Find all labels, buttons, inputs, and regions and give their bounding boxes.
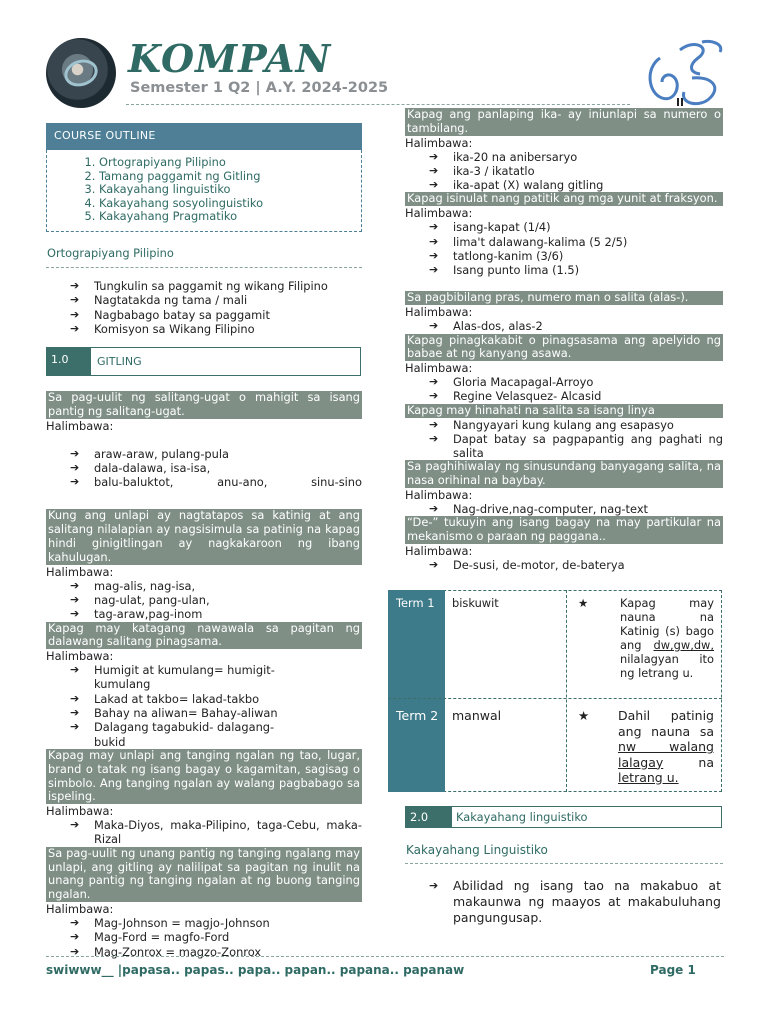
term-description: ★ Dahil patinig ang nauna sa nw walang lalagay na letrang u. <box>578 708 714 785</box>
rule-box: Kapag ang panlaping ika- ay iniunlapi sa numero o tambilang. <box>407 107 721 135</box>
rule-box: Sa paghihiwalay ng sinusundang banyagang salita, na nasa orihinal na baybay. <box>407 459 721 488</box>
halimbawa-label: Halimbawa: <box>46 418 114 433</box>
brand-title: KOMPAN <box>128 36 332 81</box>
footer-text: swiwww__ |papasa.. papas.. papa.. papan.. papana.. papanaw <box>46 963 465 977</box>
halimbawa-label: Halimbawa: <box>405 543 473 558</box>
outline-item: 5. Kakayahang Pragmatiko <box>99 210 361 224</box>
halimbawa-label: Halimbawa: <box>46 901 114 916</box>
list-item: ➔ Nag-drive,nag-computer, nag-text <box>429 502 723 516</box>
examples-list <box>429 150 723 193</box>
halimbawa-label: Halimbawa: <box>405 361 473 376</box>
examples-list <box>70 663 280 749</box>
rule-box: Kapag may hinahati na salita sa isang linya <box>405 404 723 418</box>
outline-item: 2. Tamang paggamit ng Gitling <box>99 170 361 184</box>
section-title: Ortograpiyang Pilipino <box>47 246 174 260</box>
list-item: ➔ lima't dalawang-kalima (5 2/5) <box>429 235 723 249</box>
section-number: 1.0 <box>47 348 91 375</box>
section-subtitle: Kakayahang Linguistiko <box>406 843 548 857</box>
list-item: ➔ ika-20 na anibersaryo <box>429 150 723 164</box>
outline-item: 4. Kakayahang sosyolinguistiko <box>99 197 361 211</box>
list-item: ➔ Regine Velasquez- Alcasid <box>429 389 723 403</box>
halimbawa-label: Halimbawa: <box>405 206 473 221</box>
list-item: ➔ Mag-Zonrox = magzo-Zonrox <box>70 945 362 959</box>
list-item: ➔ Tungkulin sa paggamit ng wikang Filipino <box>70 279 360 293</box>
halimbawa-label: Halimbawa: <box>46 564 114 579</box>
list-item: ➔ ika-apat (X) walang gitling <box>429 178 723 192</box>
rule-box: Kapag may unlapi ang tanging ngalan ng tao, lugar, brand o tatak ng isang bagay o kagamitan, sagisag o simbolo. Ang tanging ngalan ay walang pagbabago sa ispeling. <box>48 747 360 804</box>
examples-list <box>70 579 362 622</box>
list-item: ➔ Abilidad ng isang tao na makabuo at makaunwa ng maayos at makabuluhang pangungusap. <box>429 878 721 926</box>
right-rules-column <box>405 108 723 572</box>
section2-bullets <box>429 878 721 926</box>
halimbawa-label: Halimbawa: <box>46 804 114 819</box>
rule-box: Sa pag-uulit ng unang pantig ng tanging ngalang may unlapi, ang gitling ay nalilipat sa pagitan ng inulit na unang pantig ng tanging ngalan at ng buong tanging ngalan. <box>48 845 360 902</box>
left-rules-column <box>46 391 362 959</box>
list-item: ➔ Lakad at takbo= lakad-takbo <box>70 692 280 706</box>
list-item: ➔ Isang punto lima (1.5) <box>429 263 723 277</box>
list-item: ➔ Gloria Macapagal-Arroyo <box>429 375 723 389</box>
list-item: ➔ Komisyon sa Wikang Filipino <box>70 322 360 336</box>
section-divider <box>405 863 723 864</box>
examples-list <box>70 447 362 490</box>
examples-list <box>70 818 362 847</box>
list-item: ➔ Mag-Ford = magfo-Ford <box>70 930 362 944</box>
course-outline-list <box>46 150 362 232</box>
rule-box: Sa pag-uulit ng salitang-ugat o mahigit sa isang pantig ng salitang-ugat. <box>48 390 360 418</box>
halimbawa-label: Halimbawa: <box>46 649 114 664</box>
rule-box: “De-” tukuyin ang isang bagay na may partikular na mekanismo o paraan ng paggana.. <box>407 515 721 544</box>
course-outline-header: COURSE OUTLINE <box>46 123 362 150</box>
section-heading-text: Kakayahang linguistiko <box>456 810 588 824</box>
rule-box: Sa pagbibilang pras, numero man o salita (alas-). <box>405 291 723 305</box>
list-item: ➔ Nagtatakda ng tama / mali <box>70 293 360 307</box>
footer-divider <box>46 956 724 957</box>
rule-box: Kapag may katagang nawawala sa pagitan ng dalawang salitang pinagsama. <box>48 620 360 649</box>
list-item: ➔ Maka-Diyos, maka-Pilipino, taga-Cebu, maka-Rizal <box>70 818 362 847</box>
halimbawa-label: Halimbawa: <box>405 488 473 503</box>
gitling-heading <box>46 347 361 376</box>
section1-bullets <box>70 279 360 336</box>
list-item: ➔ ika-3 / ikatatlo <box>429 164 723 178</box>
list-item: ➔ Alas-dos, alas-2 <box>429 319 723 333</box>
list-item: ➔ Mag-Johnson = magjo-Johnson <box>70 916 362 930</box>
list-item: ➔ tatlong-kanim (3/6) <box>429 249 723 263</box>
list-item: ➔ Dalagang tagabukid- dalagang-bukid <box>70 720 280 749</box>
list-item: ➔ Bahay na aliwan= Bahay-aliwan <box>70 706 280 720</box>
section-divider <box>46 267 362 268</box>
term-word: biskuwit <box>452 596 499 610</box>
outline-item: 1. Ortograpiyang Pilipino <box>99 156 361 170</box>
section-number: 2.0 <box>406 807 452 827</box>
header-divider <box>126 104 630 105</box>
list-item: ➔ dala-dalawa, isa-isa, <box>70 461 362 475</box>
section2-heading <box>405 806 722 828</box>
page-number: Page 1 <box>650 963 696 977</box>
halimbawa-label: Halimbawa: <box>405 135 473 150</box>
rule-box: Kung ang unlapi ay nagtatapos sa katinig at ang salitang nilalapian ay nagsisimula sa patinig na kapag hindi ginigitlingan ay nagkakaroon ng ibang kahulugan. <box>48 508 360 564</box>
list-item: ➔ nag-ulat, pang-ulan, <box>70 593 362 607</box>
course-logo <box>46 38 116 108</box>
examples-list <box>429 418 723 461</box>
list-item: ➔ De-susi, de-motor, de-baterya <box>429 558 723 572</box>
term-description: ★ Kapag may nauna na Katinig (s) bago ang dw,gw,dw, nilalagyan ito ng letrang u. <box>578 596 714 680</box>
terms-table <box>388 590 722 792</box>
halimbawa-label: Halimbawa: <box>405 305 473 320</box>
term-label: Term 2 <box>396 708 439 723</box>
outline-item: 3. Kakayahang linguistiko <box>99 183 361 197</box>
list-item: ➔ tag-araw,pag-inom <box>70 607 362 621</box>
term-word: manwal <box>452 708 502 723</box>
list-item: ➔ Nagbabago batay sa paggamit <box>70 308 360 322</box>
doodle-icon <box>640 38 730 110</box>
list-item: ➔ isang-kapat (1/4) <box>429 220 723 234</box>
examples-list <box>70 916 362 959</box>
term-label: Term 1 <box>396 596 435 610</box>
section-heading-text: GITLING <box>97 355 142 368</box>
rule-box: Kapag isinulat nang patitik ang mga yunit at fraksyon. <box>405 192 723 206</box>
semester-label: Semester 1 Q2 | A.Y. 2024-2025 <box>130 80 389 96</box>
rule-box: Kapag pinagkakabit o pinagsasama ang apelyido ng babae at ng kanyang asawa. <box>407 332 721 361</box>
list-item: ➔ Nangyayari kung kulang ang esapasyo <box>429 418 723 432</box>
examples-list <box>429 220 723 277</box>
examples-list <box>429 319 723 333</box>
list-item: ➔ balu-baluktot, anu-ano, sinu-sino <box>70 475 362 489</box>
examples-list <box>429 502 723 516</box>
list-item: ➔ araw-araw, pulang-pula <box>70 447 362 461</box>
list-item: ➔ mag-alis, nag-isa, <box>70 579 362 593</box>
list-item: ➔ Humigit at kumulang= humigit-kumulang <box>70 663 280 692</box>
list-item: ➔ Dapat batay sa pagpapantig ang paghati ng salita <box>429 432 723 461</box>
examples-list <box>429 558 723 572</box>
examples-list <box>429 375 723 404</box>
